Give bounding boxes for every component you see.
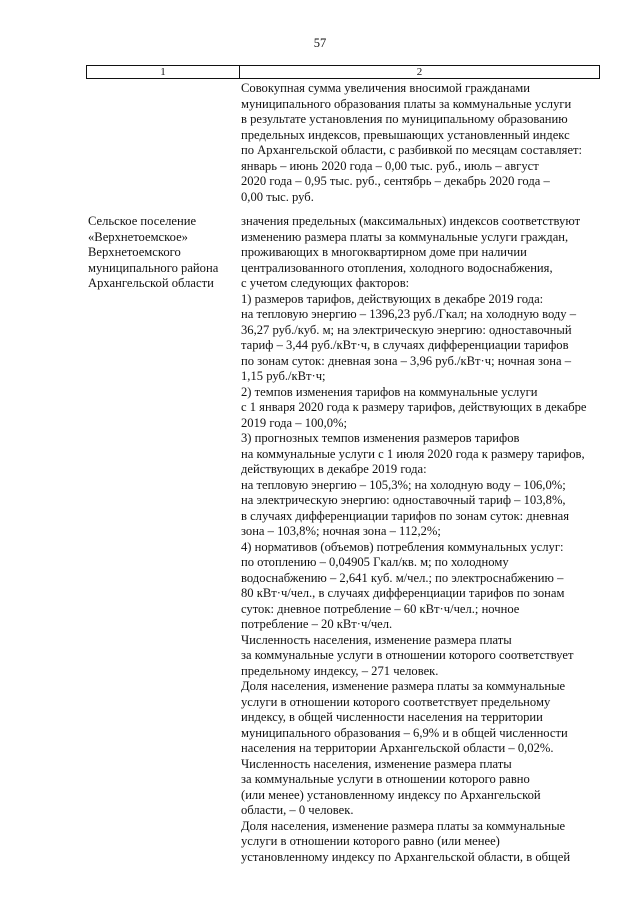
text-line: индексу, в общей численности населения на территории [241,710,543,724]
text-line: муниципального района [88,260,219,275]
text-line: области, – 0 человек. [241,803,354,817]
text-line: 1) размеров тарифов, действующих в декабре 2019 года: [241,291,544,306]
text-line: «Верхнетоемское» [88,229,188,244]
text-line: Доля населения, изменение размера платы за коммунальные [241,818,566,833]
text-line: потребление – 20 кВт·ч/чел. [241,617,393,631]
text-line: в результате установления по муниципальному образованию [241,112,568,126]
table-header-col-1: 1 [87,66,240,78]
table-header-col-2: 2 [416,66,423,78]
text-line: январь – июнь 2020 года – 0,00 тыс. руб., июль – август [241,158,539,173]
text-line: 1,15 руб./кВт·ч; [241,369,326,383]
text-line: Доля населения, изменение размера платы за коммунальные [241,679,566,693]
text-line: муниципального образования – 6,9% и в общей численности [241,725,568,740]
text-line: по отоплению – 0,04905 Гкал/кв. м; по холодному [241,555,509,569]
text-line: по зонам суток: дневная зона – 3,96 руб./кВт·ч; ночная зона – [241,353,572,368]
text-line: Численность населения, изменение размера платы [241,756,512,771]
row-1-description-cell [241,81,582,205]
text-line: действующих в декабре 2019 года: [241,462,427,476]
row-2-municipality-cell [88,214,218,292]
text-line: с 1 января 2020 года к размеру тарифов, действующих в декабре [241,400,587,414]
text-line: предельных индексов, превышающих установленный индекс [241,127,570,142]
text-line: на тепловую энергию – 105,3%; на холодную воду – 106,0%; [241,477,566,492]
text-line: тариф – 3,44 руб./кВт·ч, в случаях дифференциации тарифов [241,338,569,352]
text-line: водоснабжению – 2,641 куб. м/чел.; по электроснабжению – [241,570,564,585]
text-line: Архангельской области [88,276,214,290]
text-line: зона – 103,8%; ночная зона – 112,2%; [241,524,441,538]
text-line: по Архангельской области, с разбивкой по месяцам составляет: [241,143,583,157]
text-line: с учетом следующих факторов: [241,276,410,290]
text-line: 2) темпов изменения тарифов на коммунальные услуги [241,384,538,399]
text-line: услуги в отношении которого соответствует предельному [241,694,551,709]
text-line: централизованного отопления, холодного водоснабжения, [241,260,553,275]
text-line: проживающих в многоквартирном доме при наличии [241,245,527,259]
text-line: суток: дневное потребление – 60 кВт·ч/чел.; ночное [241,601,520,616]
text-line: на коммунальные услуги с 1 июля 2020 года к размеру тарифов, [241,446,585,461]
text-line: муниципального образования платы за коммунальные услуги [241,96,572,111]
row-2-description-cell [241,214,587,865]
text-line: (или менее) установленному индексу по Архангельской [241,787,541,802]
text-line: в случаях дифференциации тарифов по зонам суток: дневная [241,508,570,523]
text-line: на электрическую энергию: одноставочный тариф – 103,8%, [241,493,566,507]
text-line: 36,27 руб./куб. м; на электрическую энергию: одноставочный [241,322,572,337]
text-line: 2020 года – 0,95 тыс. руб., сентябрь – декабрь 2020 года – [241,174,550,188]
text-line: 2019 года – 100,0%; [241,415,348,430]
text-line: изменению размера платы за коммунальные услуги граждан, [241,229,569,244]
text-line: 80 кВт·ч/чел., в случаях дифференциации тарифов по зонам [241,586,565,600]
text-line: 4) нормативов (объемов) потребления коммунальных услуг: [241,539,564,554]
table-header [86,65,600,79]
page-number: 57 [313,36,327,50]
text-line: за коммунальные услуги в отношении которого соответствует [241,648,574,662]
text-line: Численность населения, изменение размера платы [241,632,512,647]
text-line: услуги в отношении которого равно (или менее) [241,834,500,848]
text-line: Верхнетоемского [88,245,181,259]
text-line: значения предельных (максимальных) индексов соответствуют [241,214,581,228]
text-line: 3) прогнозных темпов изменения размеров тарифов [241,431,520,445]
text-line: Сельское поселение [88,214,197,228]
text-line: предельному индексу, – 271 человек. [241,663,439,678]
text-line: установленному индексу по Архангельской области, в общей [241,849,571,864]
text-line: населения на территории Архангельской области – 0,02%. [241,741,554,755]
text-line: за коммунальные услуги в отношении которого равно [241,772,530,786]
text-line: Совокупная сумма увеличения вносимой гражданами [241,81,530,95]
text-line: на тепловую энергию – 1396,23 руб./Гкал; на холодную воду – [241,307,577,321]
text-line: 0,00 тыс. руб. [241,189,314,204]
